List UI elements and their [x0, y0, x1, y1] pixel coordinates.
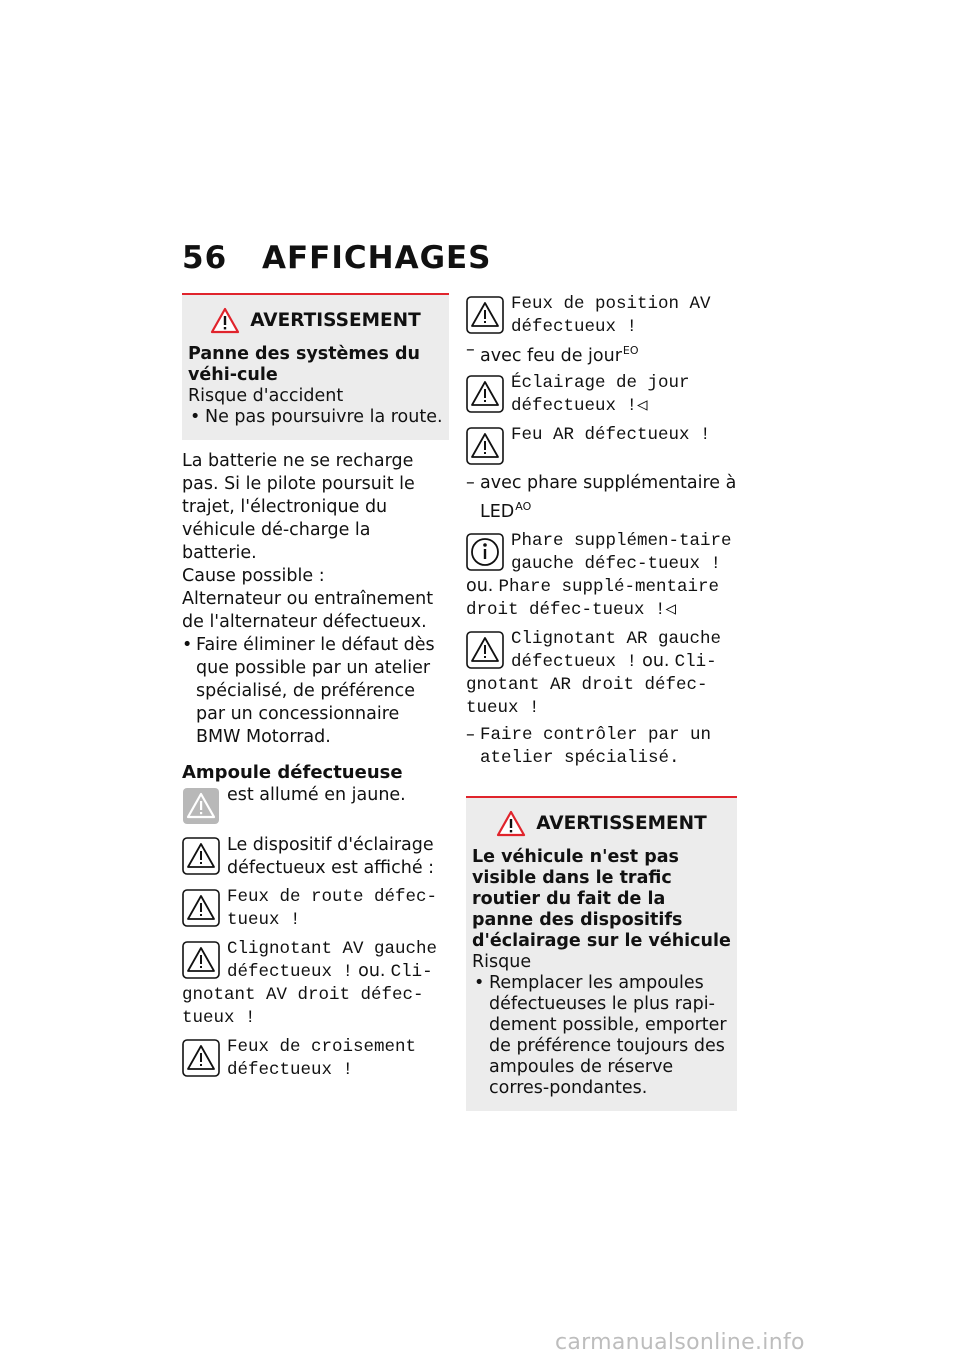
- warning-risk: Risque d'accident: [188, 386, 344, 406]
- section-title: Ampoule défectueuse: [182, 762, 403, 783]
- msg-drl: [466, 372, 737, 418]
- msg-aux-b: Phare supplé-mentaire droit défec-tueux !◁: [466, 577, 720, 620]
- warning-title: [472, 810, 731, 837]
- msg-low-beam: [182, 1036, 449, 1082]
- page-number: 56: [182, 240, 228, 276]
- drl-tag: EO: [622, 344, 639, 357]
- msg-aux: [466, 530, 737, 622]
- lamp-status-text: est allumé en jaune.: [227, 785, 406, 805]
- left-column: [182, 293, 449, 1082]
- warning-bullets: [188, 407, 443, 428]
- msg-low-beam-text: Feux de croisement défectueux !: [227, 1037, 417, 1080]
- or-word: ou.: [466, 576, 494, 596]
- warning-triangle-icon: [182, 889, 220, 927]
- msg-rear: [466, 424, 737, 468]
- action-text: Faire contrôler par un atelier spécialisé.: [480, 725, 712, 768]
- warning-triangle-icon: [182, 1039, 220, 1077]
- or-word: ou.: [358, 961, 386, 981]
- msg-turn-front-b: Cli-gnotant AV droit défec-tueux !: [182, 962, 433, 1028]
- dash-icon: –: [466, 340, 475, 360]
- warning-triangle-icon: [210, 307, 240, 334]
- device-line: [182, 834, 449, 880]
- warning-bullet: • Ne pas poursuivre la route.: [188, 407, 443, 428]
- aux-intro: [466, 472, 737, 524]
- warning-heading: Le véhicule n'est pas visible dans le trafic routier du fait de la panne des dispositifs d'éclairage sur le véhicule: [472, 847, 731, 951]
- warning-triangle-icon: [466, 631, 504, 669]
- lamp-status-line: [182, 784, 449, 828]
- warning-title-text: AVERTISSEMENT: [250, 310, 421, 331]
- drl-intro-text: avec feu de jour: [480, 346, 622, 366]
- device-text: Le dispositif d'éclairage défectueux est affiché :: [227, 835, 435, 878]
- aux-tag: AO: [515, 500, 532, 513]
- warning-box-battery: [182, 293, 449, 440]
- msg-turn-rear-a: Clignotant AR gauche défectueux !: [511, 629, 722, 672]
- msg-turn-rear-b: Cli-gnotant AR droit défec-tueux !: [466, 652, 717, 718]
- warning-triangle-icon: [182, 837, 220, 875]
- drl-intro: [466, 339, 737, 368]
- msg-position: [466, 293, 737, 339]
- warning-triangle-icon: [496, 810, 526, 837]
- warning-bullets: [472, 973, 731, 1099]
- action-line: [466, 724, 737, 770]
- dash-icon: –: [466, 725, 475, 745]
- warning-triangle-icon: [182, 941, 220, 979]
- cause-label: Cause possible :: [182, 566, 325, 586]
- msg-position-text: Feux de position AV défectueux !: [511, 294, 711, 337]
- action-text: Faire éliminer le défaut dès que possible par un atelier spécialisé, de préférence par un concessionnaire BMW Motorrad.: [196, 635, 435, 747]
- bullet-dot-icon: •: [182, 635, 193, 655]
- msg-turn-front: [182, 938, 449, 1030]
- msg-turn-rear: [466, 628, 737, 720]
- action-bullet: [182, 634, 449, 749]
- warning-box-lighting: [466, 796, 737, 1111]
- watermark: carmanualsonline.info: [555, 1330, 805, 1355]
- warning-risk: Risque: [472, 952, 532, 972]
- warning-title: [188, 307, 443, 334]
- dash-icon: –: [466, 473, 475, 493]
- warning-heading: Panne des systèmes du véhi-cule: [188, 344, 421, 385]
- intro-text: La batterie ne se recharge pas. Si le pilote poursuit le trajet, l'électronique du véhicule dé-charge la batterie.: [182, 451, 415, 563]
- warning-lamp-icon: [182, 787, 220, 825]
- warning-triangle-icon: [466, 375, 504, 413]
- or-word: ou.: [642, 651, 670, 671]
- right-column: [466, 293, 737, 1111]
- aux-intro-text: avec phare supplémentaire à LED: [480, 473, 737, 522]
- msg-rear-text: Feu AR défectueux !: [511, 425, 711, 445]
- msg-high-beam-text: Feux de route défec-tueux !: [227, 887, 438, 930]
- msg-turn-front-a: Clignotant AV gauche défectueux !: [227, 939, 438, 982]
- info-icon: [466, 533, 504, 571]
- warning-bullet: • Remplacer les ampoules défectueuses le plus rapi-dement possible, emporter de préférence toujours des ampoules de réserve corres-pondantes.: [472, 973, 731, 1099]
- page-title: AFFICHAGES: [262, 240, 492, 276]
- msg-high-beam: [182, 886, 449, 932]
- page-header: [182, 240, 492, 276]
- msg-drl-text: Éclairage de jour défectueux !◁: [511, 373, 690, 416]
- warning-triangle-icon: [466, 296, 504, 334]
- warning-triangle-icon: [466, 427, 504, 465]
- warning-title-text: AVERTISSEMENT: [536, 813, 707, 834]
- msg-aux-a: Phare supplémen-taire gauche défec-tueux !: [511, 531, 732, 574]
- cause-text: Alternateur ou entraînement de l'alternateur défectueux.: [182, 589, 434, 632]
